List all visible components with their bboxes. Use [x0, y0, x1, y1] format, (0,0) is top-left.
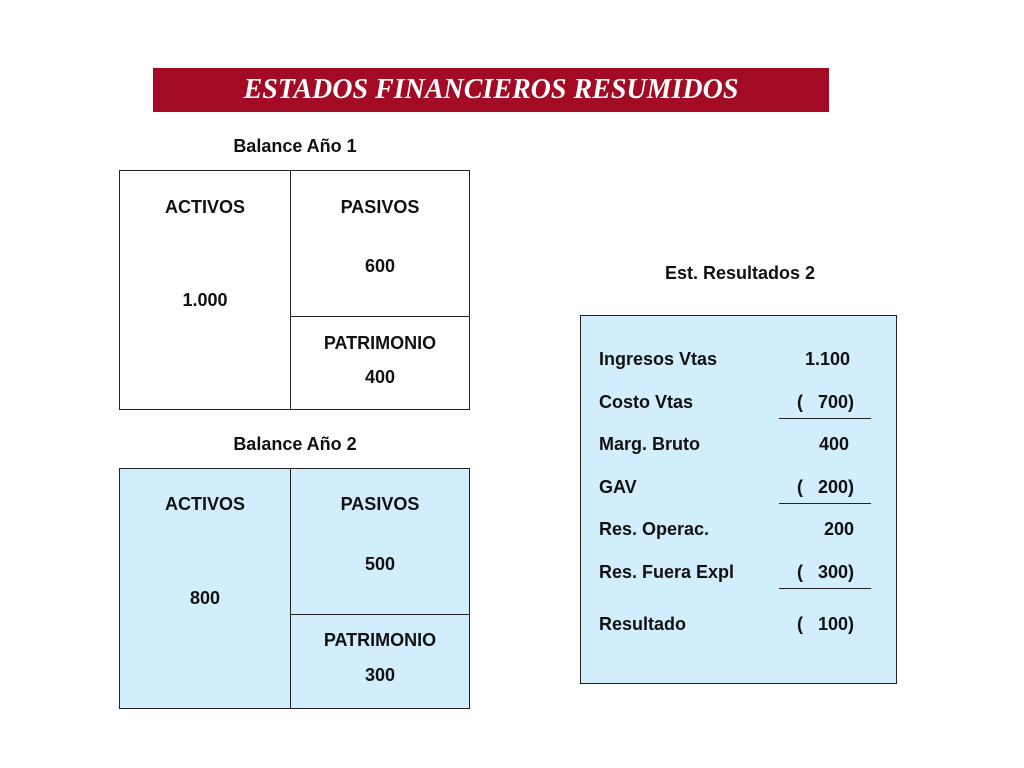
income-row-value: ( 700): [797, 392, 855, 412]
subtotal-underline: [779, 503, 871, 504]
income-row-label: GAV: [599, 477, 637, 497]
page-title: ESTADOS FINANCIEROS RESUMIDOS: [153, 68, 829, 112]
balance1-table: [119, 170, 470, 410]
balance1-activos-label: ACTIVOS: [164, 197, 245, 217]
income-row-value: ( 300): [797, 562, 855, 582]
income-row-label: Res. Fuera Expl: [599, 562, 735, 582]
subtotal-underline: [779, 588, 871, 589]
balance2-pasivos-label: PASIVOS: [340, 494, 420, 514]
balance1-pasivos-label: PASIVOS: [340, 197, 420, 217]
balance1-patrimonio-label: PATRIMONIO: [323, 333, 437, 353]
balance1-patrimonio-value: 400: [364, 367, 396, 387]
income-row-label: Marg. Bruto: [599, 434, 700, 454]
balance2-split: [291, 614, 469, 615]
subtotal-underline: [779, 418, 871, 419]
income-row-label: Costo Vtas: [599, 392, 694, 412]
income-row-value: ( 200): [797, 477, 855, 497]
income-row-value: 200: [824, 519, 855, 539]
balance2-patrimonio-label: PATRIMONIO: [323, 630, 437, 650]
income-row-label: Res. Operac.: [599, 519, 710, 539]
balance1-caption: Balance Año 1: [233, 136, 357, 156]
balance2-table: [119, 468, 470, 709]
income-statement-panel: [580, 315, 897, 684]
income-caption: Est. Resultados 2: [664, 263, 816, 283]
balance1-activos-value: 1.000: [182, 290, 228, 310]
balance1-pasivos-value: 600: [364, 256, 396, 276]
income-row-value: 1.100: [805, 349, 851, 369]
balance2-patrimonio-value: 300: [364, 665, 396, 685]
balance2-caption: Balance Año 2: [233, 434, 357, 454]
balance2-pasivos-value: 500: [364, 554, 396, 574]
income-row-value: ( 100): [797, 614, 855, 634]
income-row-label: Ingresos Vtas: [599, 349, 718, 369]
income-row-value: 400: [819, 434, 850, 454]
income-row-label: Resultado: [599, 614, 687, 634]
balance1-split: [291, 316, 469, 317]
balance2-activos-label: ACTIVOS: [164, 494, 245, 514]
balance2-activos-value: 800: [189, 588, 221, 608]
